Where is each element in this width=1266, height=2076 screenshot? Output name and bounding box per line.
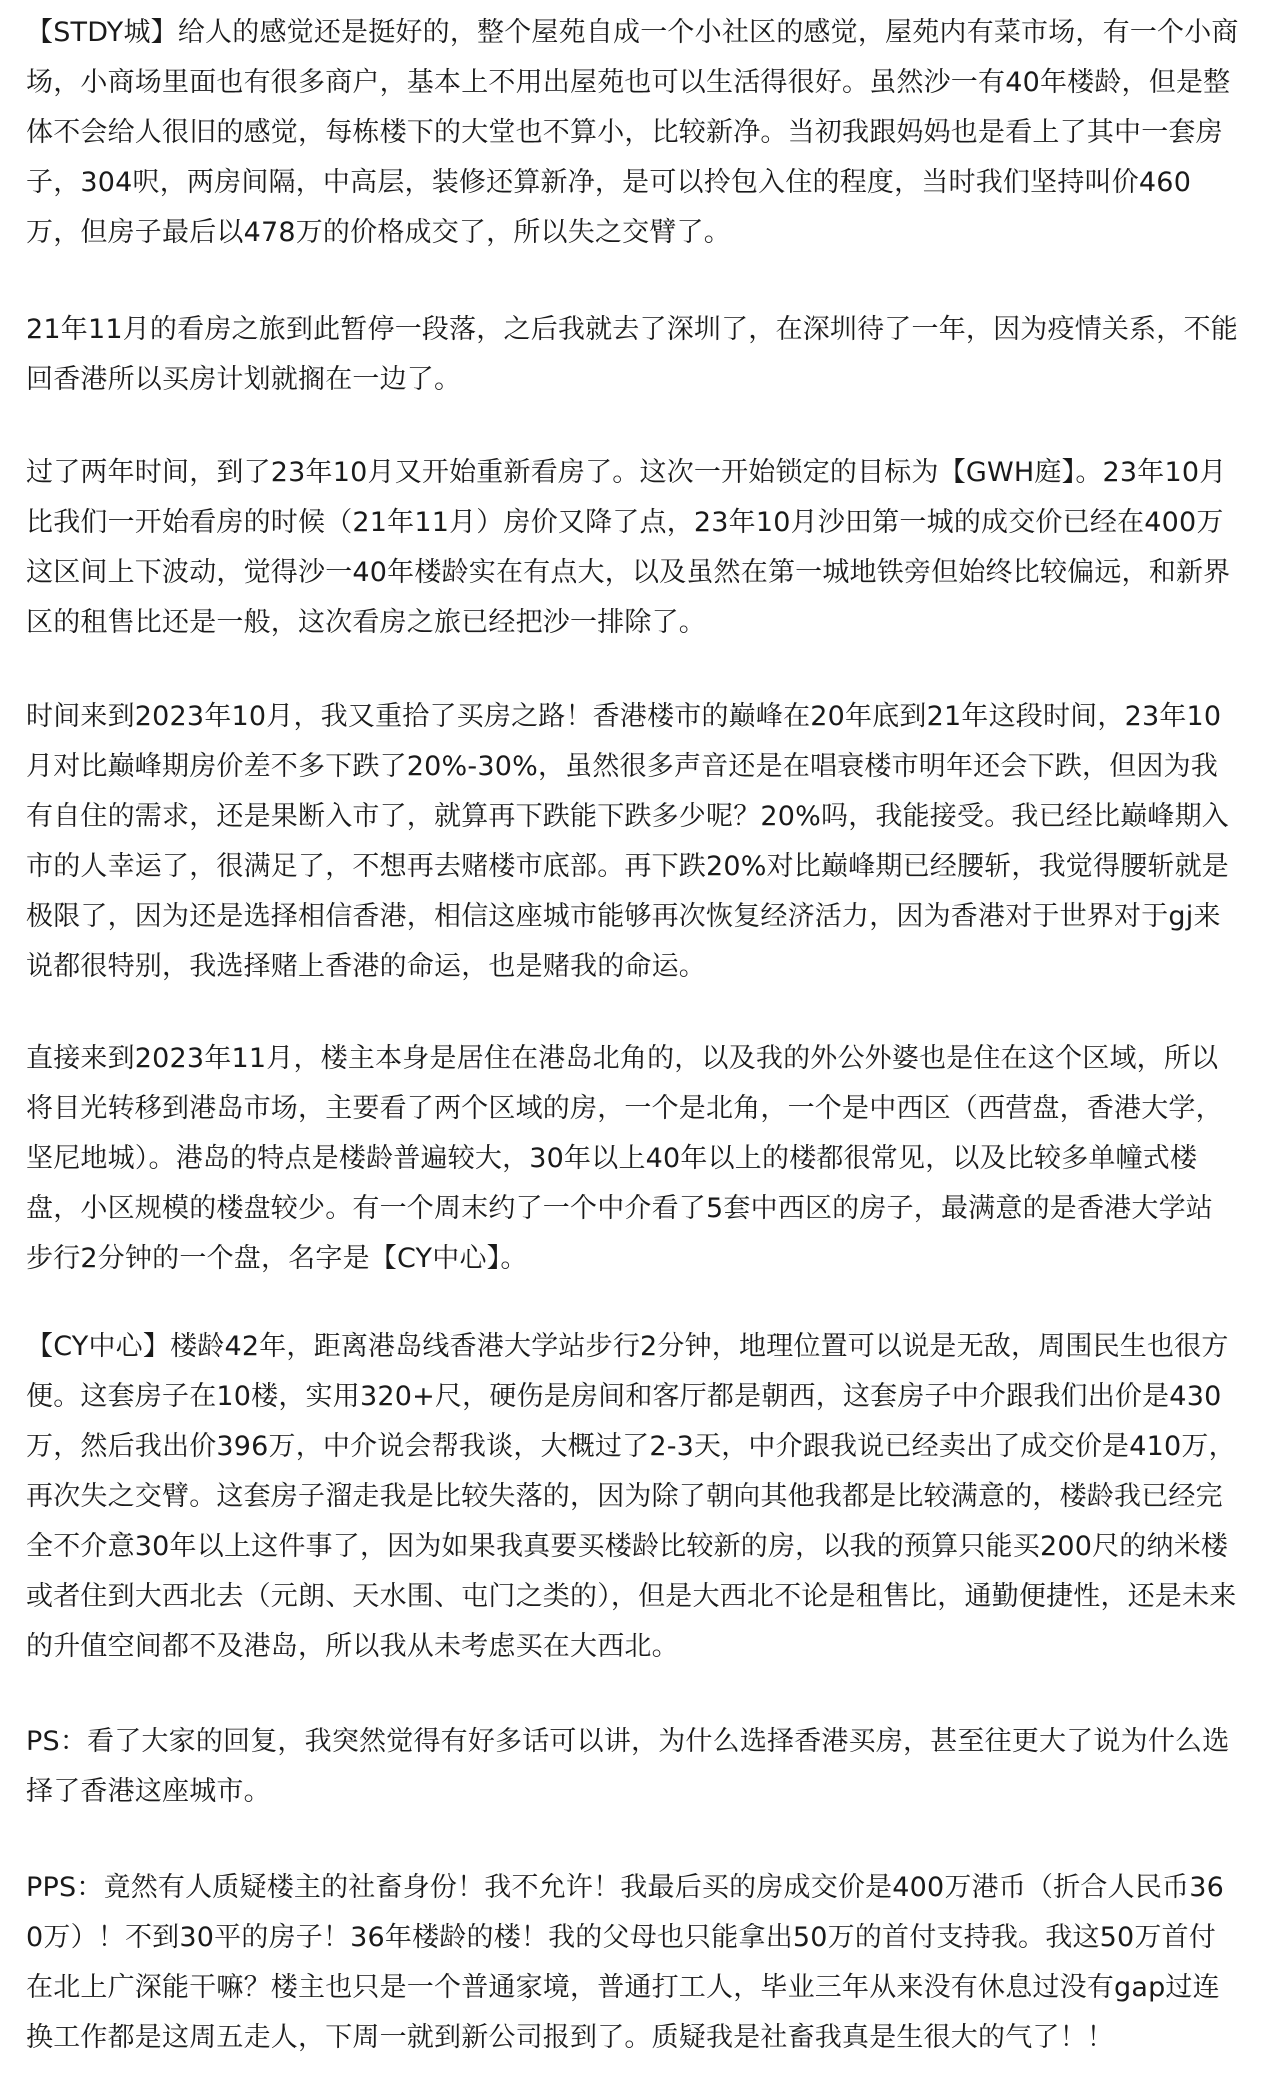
paragraph-pps-note: PPS：竟然有人质疑楼主的社畜身份！我不允许！我最后买的房成交价是400万港币（折合人民币360万）！不到30平的房子！36年楼龄的楼！我的父母也只能拿出50万的首付支持我。我这50万首付在北上广深能干嘛？楼主也只是一个普通家境，普通打工人，毕业三年从来没有休息过没有gap过连换工作都是这周五走人，下周一就到新公司报到了。质疑我是社畜我真是生很大的气了！！ [26, 1872, 1224, 2053]
paragraph-ps-note: PS：看了大家的回复，我突然觉得有好多话可以讲，为什么选择香港买房，甚至往更大了说为什么选择了香港这座城市。 [26, 1726, 1230, 1807]
paragraph-stdy-city: 【STDY城】给人的感觉还是挺好的，整个屋苑自成一个小社区的感觉，屋苑内有菜市场，有一个小商场，小商场里面也有很多商户，基本上不用出屋苑也可以生活得很好。虽然沙一有40年楼龄，但是整体不会给人很旧的感觉，每栋楼下的大堂也不算小，比较新净。当初我跟妈妈也是看上了其中一套房子，304呎，两房间隔，中高层，装修还算新净，是可以拎包入住的程度，当时我们坚持叫价460万，但房子最后以478万的价格成交了，所以失之交臂了。 [26, 17, 1239, 248]
paragraph-pause-shenzhen: 21年11月的看房之旅到此暂停一段落，之后我就去了深圳了，在深圳待了一年，因为疫情关系，不能回香港所以买房计划就搁在一边了。 [26, 314, 1238, 395]
paragraph-restart-viewing: 过了两年时间，到了23年10月又开始重新看房了。这次一开始锁定的目标为【GWH庭】。23年10月比我们一开始看房的时候（21年11月）房价又降了点，23年10月沙田第一城的成交价已经在400万这区间上下波动，觉得沙一40年楼龄实在有点大，以及虽然在第一城地铁旁但始终比较偏远，和新界区的租售比还是一般，这次看房之旅已经把沙一排除了。 [26, 457, 1231, 638]
paragraph-market-decision: 时间来到2023年10月，我又重拾了买房之路！香港楼市的巅峰在20年底到21年这段时间，23年10月对比巅峰期房价差不多下跌了20%-30%，虽然很多声音还是在唱衰楼市明年还会下跌，但因为我有自住的需求，还是果断入市了，就算再下跌能下跌多少呢？20%吗，我能接受。我已经比巅峰期入市的人幸运了，很满足了，不想再去赌楼市底部。再下跌20%对比巅峰期已经腰斩，我觉得腰斩就是极限了，因为还是选择相信香港，相信这座城市能够再次恢复经济活力，因为香港对于世界对于gj来说都很特别，我选择赌上香港的命运，也是赌我的命运。 [26, 701, 1230, 982]
paragraph-cy-center: 【CY中心】楼龄42年，距离港岛线香港大学站步行2分钟，地理位置可以说是无敌，周围民生也很方便。这套房子在10楼，实用320+尺，硬伤是房间和客厅都是朝西，这套房子中介跟我们出价是430万，然后我出价396万，中介说会帮我谈，大概过了2-3天，中介跟我说已经卖出了成交价是410万，再次失之交臂。这套房子溜走我是比较失落的，因为除了朝向其他我都是比较满意的，楼龄我已经完全不介意30年以上这件事了，因为如果我真要买楼龄比较新的房，以我的预算只能买200尺的纳米楼或者住到大西北去（元朗、天水围、屯门之类的），但是大西北不论是租售比，通勤便捷性，还是未来的升值空间都不及港岛，所以我从未考虑买在大西北。 [26, 1331, 1237, 1662]
paragraph-hk-island-search: 直接来到2023年11月，楼主本身是居住在港岛北角的，以及我的外公外婆也是住在这个区域，所以将目光转移到港岛市场，主要看了两个区域的房，一个是北角，一个是中西区（西营盘，香港大学，坚尼地城）。港岛的特点是楼龄普遍较大，30年以上40年以上的楼都很常见，以及比较多单幢式楼盘，小区规模的楼盘较少。有一个周末约了一个中介看了5套中西区的房子，最满意的是香港大学站步行2分钟的一个盘，名字是【CY中心】。 [26, 1043, 1223, 1274]
